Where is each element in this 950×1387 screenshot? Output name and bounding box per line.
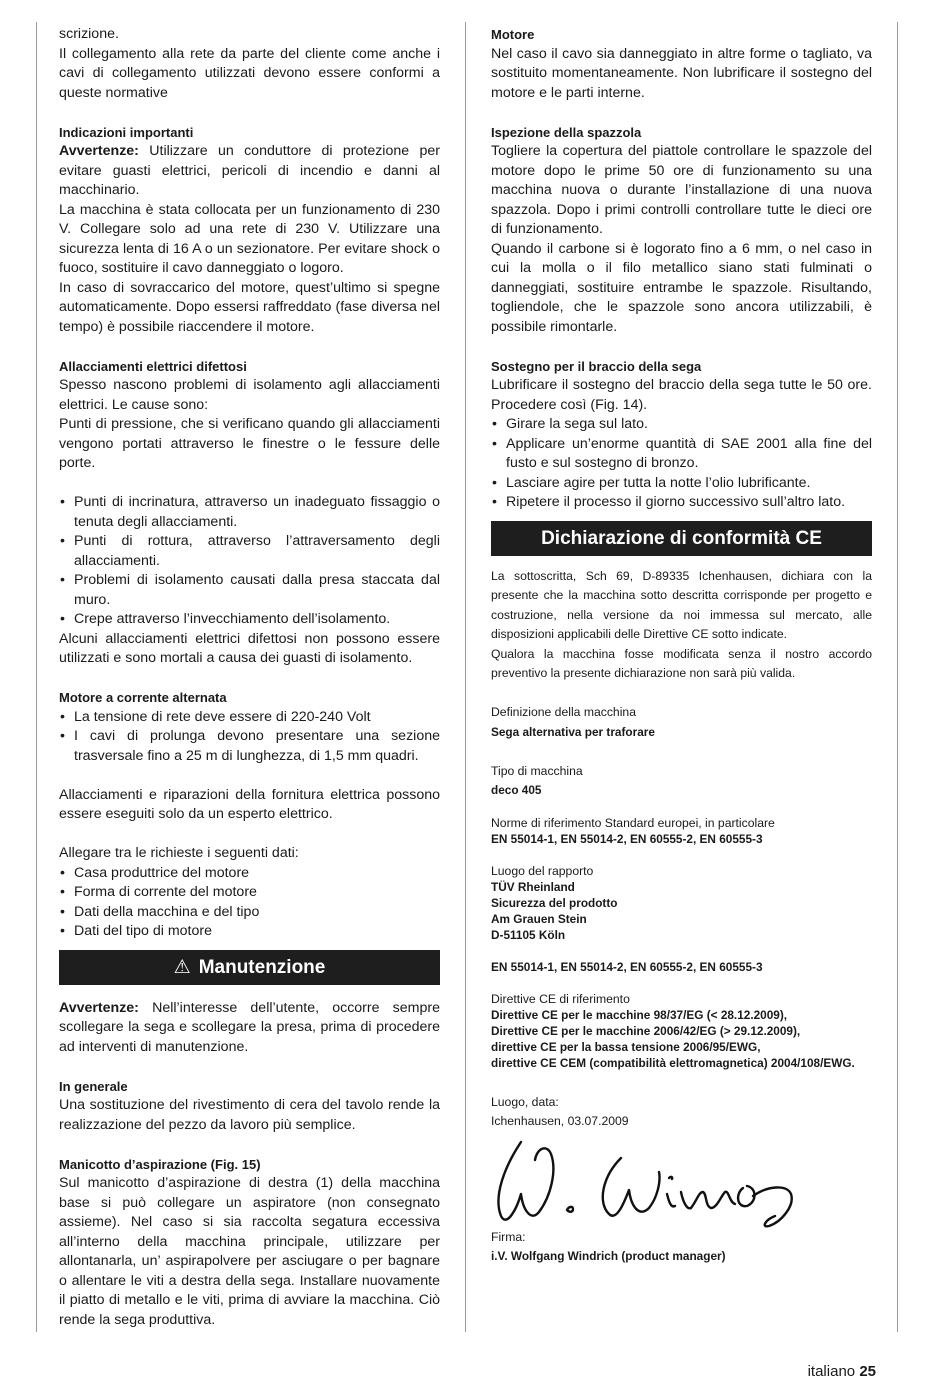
motor-text: Nel caso il cavo sia danneggiato in altre forme o tagliato, va sostituito momentaneamente. Non lubrificare il sostegno del motore e le parti interne. [491,45,872,101]
ac-motor-list [59,708,440,767]
arm-text: Lubrificare il sostegno del braccio della sega tutte le 50 ore. Procedere così (Fig. 14). [491,377,872,413]
general-heading: In generale [59,1078,128,1094]
type-value: deco 405 [491,783,542,797]
ce-declaration [491,567,872,1267]
norms-value: EN 55014-1, EN 55014-2, EN 60555-2, EN 60555-3 [491,831,763,846]
left-column [59,25,440,1330]
directive-line: direttive CE per la bassa tensione 2006/95/EWG, [491,1039,761,1054]
list-item: • Ripetere il processo il giorno successivo sull’altro lato. [491,493,872,513]
warning-label: Avvertenze: [59,143,139,159]
norms-label: Norme di riferimento Standard europei, in particolare [491,815,775,830]
maintenance-title: Manutenzione [198,956,326,978]
report-label: Luogo del rapporto [491,863,594,878]
brush-para: Quando il carbone si è logorato fino a 6 mm, o nel caso in cui la molla o il filo metallico siano stati fulminati o danneggiati, sostituire entrambe le spazzole. Risultando, togliendole, che le spazzole sono ancora utilizzabili, è possibile rimontarle. [491,240,872,335]
page-number: 25 [859,1363,876,1380]
suction-heading: Manicotto d’aspirazione (Fig. 15) [59,1156,261,1172]
directive-line: Direttive CE per le macchine 2006/42/EG (> 29.12.2009), [491,1023,801,1038]
defective-list [59,493,440,630]
column-rule-middle [465,22,466,1332]
report-line: Am Grauen Stein [491,911,587,926]
important-para: In caso di sovraccarico del motore, quest’ultimo si spegne automaticamente. Dopo essersi raffreddato (fase diversa nel tempo) è possibile riaccendere il motore. [59,279,440,335]
defective-closing: Alcuni allacciamenti elettrici difettosi non possono essere utilizzati e sono mortali a causa dei guasti di isolamento. [59,630,440,666]
signature-label: Firma: [491,1229,526,1244]
maintenance-banner [59,950,440,985]
list-item: • Dati del tipo di motore [59,922,440,942]
directive-line: Direttive CE per le macchine 98/37/EG (< 28.12.2009), [491,1007,788,1022]
intro-paragraph: Il collegamento alla rete da parte del cliente come anche i cavi di collegamento utilizzati devono essere conformi a queste normative [59,45,440,101]
warning-text: Utilizzare un conduttore di protezione per evitare guasti elettrici, pericoli di incendio e danni al macchinario. [59,143,440,198]
ce-para: Qualora la macchina fosse modificata senza il nostro accordo preventivo la presente dichiarazione non sarà più valida. [491,646,872,680]
report-line: TÜV Rheinland [491,879,575,894]
report-line: Sicurezza del prodotto [491,895,618,910]
arm-heading: Sostegno per il braccio della sega [491,358,702,374]
list-item: • Casa produttrice del motore [59,864,440,884]
machine-value: Sega alternativa per traforare [491,724,655,739]
warning-triangle-icon: ⚠ [173,956,191,978]
machine-label: Definizione della macchina [491,705,636,719]
report-norms: EN 55014-1, EN 55014-2, EN 60555-2, EN 60555-3 [491,959,763,974]
directives-label: Direttive CE di riferimento [491,991,630,1006]
brush-heading: Ispezione della spazzola [491,124,642,140]
list-item: • Crepe attraverso l’invecchiamento dell’isolamento. [59,610,440,630]
list-item: • Lasciare agire per tutta la notte l’olio lubrificante. [491,474,872,494]
warning-text: Nell’interesse dell’utente, occorre sempre scollegare la sega e scollegare la presa, prima di procedere ad interventi di manutenzione. [59,999,440,1055]
place-value: Ichenhausen, 03.07.2009 [491,1114,629,1128]
report-line: D-51105 Köln [491,927,566,942]
column-rule-right [897,22,898,1332]
list-item: • Girare la sega sul lato. [491,415,872,435]
list-item: • Forma di corrente del motore [59,883,440,903]
important-warning [59,142,440,201]
ce-para: La sottoscritta, Sch 69, D-89335 Ichenhausen, dichiara con la presente che la macchina sotto descritta corrisponde per progetto e costruzione, nella versione da noi immessa sul mercato, alle disposizioni applicabili delle Direttive CE sotto indicate. [491,568,872,641]
signer-name: i.V. Wolfgang Windrich (product manager) [491,1249,726,1263]
list-item: • I cavi di prolunga devono presentare una sezione trasversale fino a 25 m di lunghezza, di 1,5 mm quadri. [59,727,440,766]
right-column [491,25,872,1267]
list-item: • La tensione di rete deve essere di 220-240 Volt [59,708,440,728]
type-label: Tipo di macchina [491,763,583,778]
important-para: La macchina è stata collocata per un funzionamento di 230 V. Collegare solo ad una rete di 230 V. Utilizzare una sicurezza lenta di 16 A o un sezionatore. Per evitare shock o fuoco, sostituire il cavo danneggiato o logoro. [59,201,440,276]
warning-label: Avvertenze: [59,999,139,1016]
repairs-paragraph: Allacciamenti e riparazioni della fornitura elettrica possono essere eseguiti solo da un esperto elettrico. [59,786,440,822]
suction-text: Sul manicotto d’aspirazione di destra (1) della macchina base si può collegare un aspiratore (non consegnato assieme). Nel caso si sia raccolta segatura eccessiva all’interno della macchina principale, utilizzare per allontanarla, un’ aspirapolvere per asciugare o per bagnare o allentare le viti a destra della sega. Installare nuovamente il piatto di metallo e le viti, prima di avviare la macchina. Ciò rende la sega produttiva. [59,1175,440,1328]
footer-language: italiano [807,1363,856,1380]
important-heading: Indicazioni importanti [59,124,194,140]
list-item: • Punti di rottura, attraverso l’attraversamento degli allacciamenti. [59,532,440,571]
motor-heading: Motore [491,27,535,42]
arm-list [491,415,872,513]
defective-para: Spesso nascono problemi di isolamento agli allacciamenti elettrici. Le cause sono: [59,377,440,413]
maintenance-warning [59,999,440,1058]
signature-image [491,1136,821,1228]
general-text: Una sostituzione del rivestimento di cera del tavolo rende la realizzazione del pezzo da lavoro più semplice. [59,1097,440,1133]
ac-motor-heading: Motore a corrente alternata [59,690,227,705]
intro-continuation: scrizione. [59,26,119,42]
defective-heading: Allacciamenti elettrici difettosi [59,358,247,374]
place-label: Luogo, data: [491,1094,559,1109]
ce-title: Dichiarazione di conformità CE [541,527,822,549]
page-footer [808,1363,876,1380]
list-item: • Problemi di isolamento causati dalla presa staccata dal muro. [59,571,440,610]
attach-intro: Allegare tra le richieste i seguenti dati: [59,845,299,861]
list-item: • Punti di incrinatura, attraverso un inadeguato fissaggio o tenuta degli allacciamenti. [59,493,440,532]
ce-banner [491,521,872,556]
column-rule-left [36,22,37,1332]
brush-para: Togliere la copertura del piattole controllare le spazzole del motore dopo le prime 50 ore di funzionamento su una macchina nuova o durante l’installazione di una nuova spazzola. Dopo i primi controlli controllare tutte le dieci ore di funzionamento. [491,143,872,237]
defective-para: Punti di pressione, che si verificano quando gli allacciamenti vengono portati attraverso le finestre o le fessure delle porte. [59,416,440,471]
list-item: • Applicare un’enorme quantità di SAE 2001 alla fine del fusto e sul sostegno di bronzo. [491,435,872,474]
attach-list [59,864,440,942]
directive-line: direttive CE CEM (compatibilità elettromagnetica) 2004/108/EWG. [491,1055,855,1070]
list-item: • Dati della macchina e del tipo [59,903,440,923]
